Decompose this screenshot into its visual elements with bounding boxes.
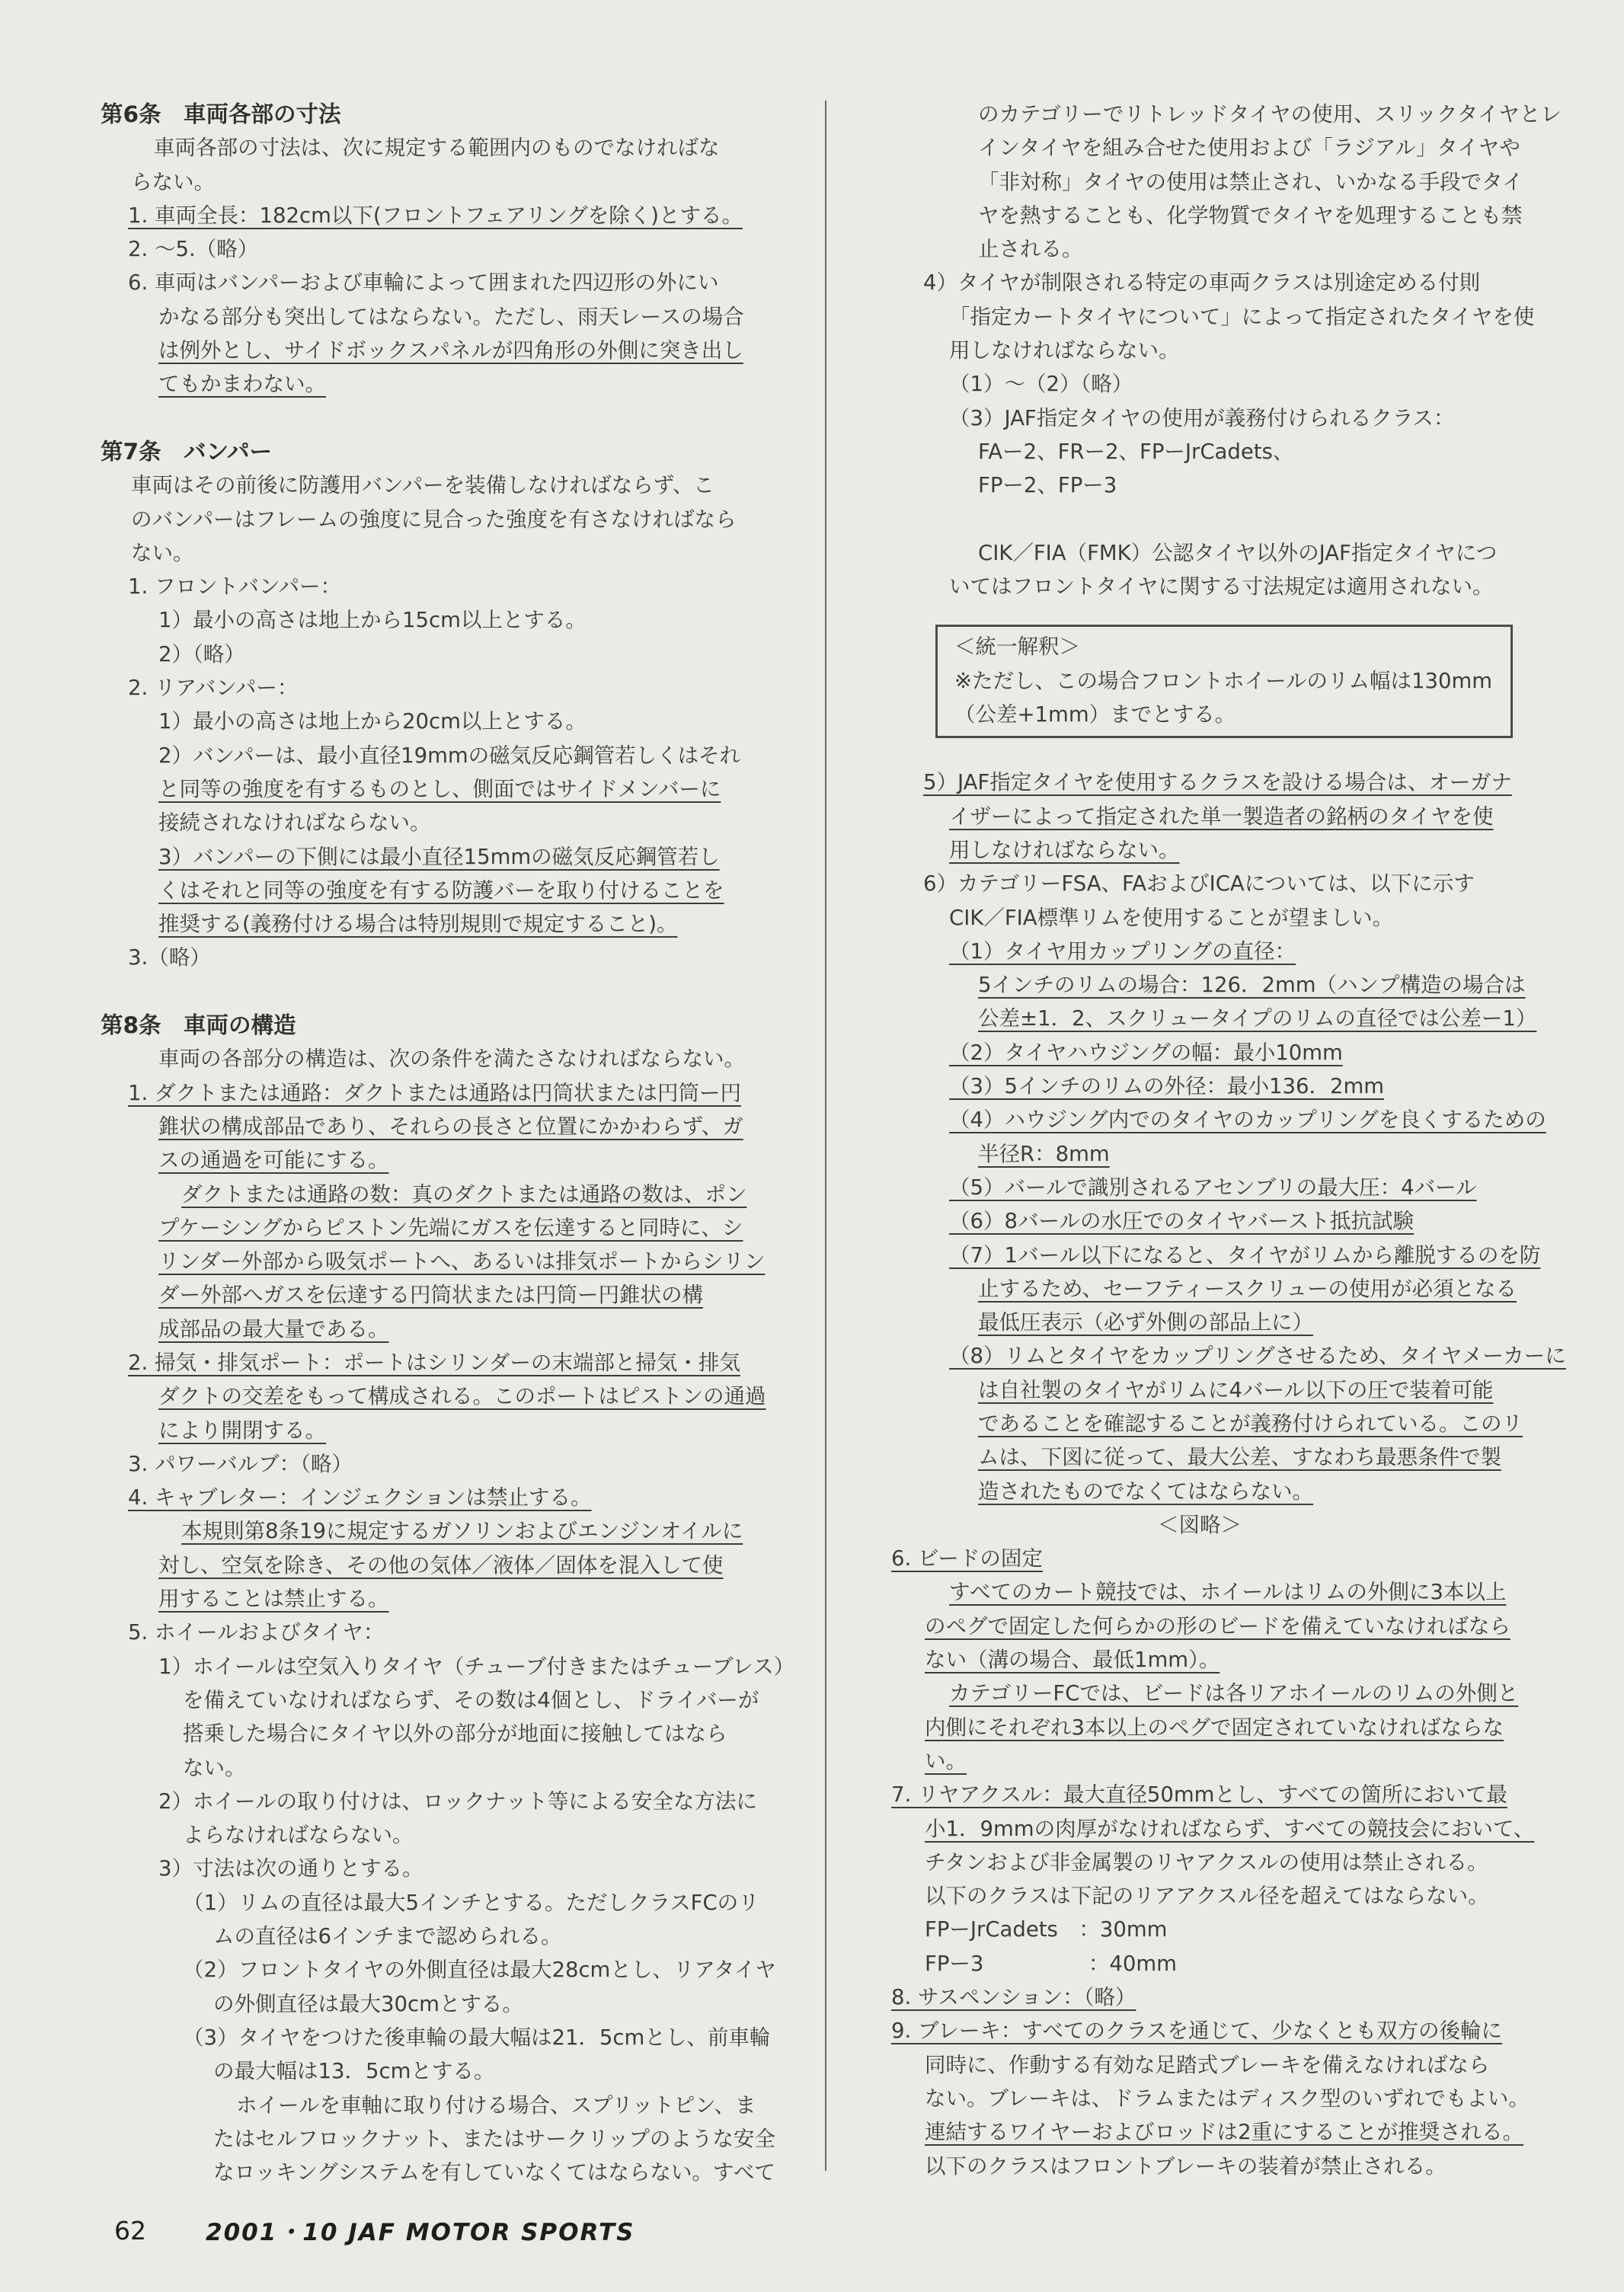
line-text: 第6条 車両各部の寸法 [101, 101, 341, 127]
line-text: （5）バールで識別されるアセンブリの最大圧：4バール [949, 1175, 1477, 1200]
text-line [891, 935, 1536, 968]
line-text: 4）タイヤが制限される特定の車両クラスは別途定める付則 [923, 270, 1481, 296]
line-text: 最低圧表示（必ず外側の部品上に） [978, 1310, 1313, 1335]
line-text: FPーJrCadets ：30mm [925, 1917, 1168, 1942]
text-line [101, 468, 772, 502]
line-text: 車両はその前後に防護用バンパーを装備しなければならず、こ [131, 473, 714, 498]
line-text: 5. ホイールおよびタイヤ： [128, 1620, 385, 1645]
text-line [101, 1211, 772, 1245]
text-line [101, 1650, 795, 1683]
text-line [101, 1987, 772, 2021]
text-line [101, 671, 772, 705]
text-line [101, 2054, 772, 2088]
text-line [101, 1953, 776, 1987]
line-text: なロッキングシステムを有していなくてはならない。すべて [213, 2160, 775, 2185]
line-text: （7）1バール以下になると、タイヤがリムから離脱するのを防 [949, 1242, 1541, 1267]
text-line [101, 1447, 772, 1481]
line-text: （3）JAF指定タイヤの使用が義務付けられるクラス： [949, 405, 1455, 430]
text-line [101, 874, 772, 907]
text-line [101, 1785, 772, 1818]
line-text: （1）タイヤ用カップリングの直径： [949, 938, 1296, 964]
line-text: （2）フロントタイヤの外側直径は最大28cmとし、リアタイヤ [183, 1958, 776, 1983]
line-text: 「非対称」タイヤの使用は禁止され、いかなる手段でタイ [978, 169, 1523, 194]
text-line [891, 97, 1562, 131]
line-text: 1）ホイールは空気入りタイヤ（チューブ付きまたはチューブレス） [158, 1654, 795, 1679]
line-text: （8）リムとタイヤをカップリングさせるため、タイヤメーカーに [949, 1344, 1566, 1369]
line-text: は自社製のタイヤがリムに4バール以下の圧で装着可能 [978, 1377, 1494, 1402]
line-text: らない。 [131, 169, 215, 194]
line-text: 1. 車両全長：182cm以下(フロントフェアリングを除く)とする。 [128, 203, 743, 228]
line-text: 1）最小の高さは地上から20cm以上とする。 [158, 709, 587, 734]
line-text: 第8条 車両の構造 [101, 1012, 296, 1039]
line-text: 止される。 [978, 237, 1083, 262]
line-text: 2）ホイールの取り付けは、ロックナット等による安全な方法に [158, 1789, 757, 1814]
line-text: （1）～（2）（略） [949, 372, 1133, 397]
line-text: ダクトまたは通路の数：真のダクトまたは通路の数は、ポン [181, 1181, 747, 1207]
line-text: （3）タイヤをつけた後車輪の最大幅は21．5cmとし、前車輪 [183, 2025, 771, 2050]
line-text: 錐状の構成部品であり、それらの長さと位置にかかわらず、ガ [158, 1114, 743, 1139]
text-line [891, 1980, 1536, 2014]
text-line [891, 2115, 1536, 2149]
text-line [101, 1549, 772, 1582]
line-text: の最大幅は13．5cmとする。 [213, 2059, 495, 2084]
line-text: ホイールを車軸に取り付ける場合、スプリットピン、ま [236, 2092, 756, 2118]
text-line [101, 1683, 772, 1717]
text-line [101, 1886, 772, 1920]
text-line [101, 2089, 772, 2122]
text-line [101, 1751, 772, 1785]
text-line [891, 468, 1536, 502]
text-line [891, 1879, 1536, 1913]
line-text: ダクトの交差をもって構成される。このポートはピストンの通過 [158, 1384, 766, 1409]
text-line [101, 2122, 775, 2156]
line-text: 第7条 バンパー [101, 438, 272, 465]
line-text: ダー外部へガスを伝達する円筒状または円筒ー円錐状の構 [158, 1283, 703, 1308]
text-line [891, 1913, 1536, 1946]
text-line [891, 1947, 1536, 1980]
text-line [891, 367, 1536, 401]
line-text: 用しなければならない。 [949, 837, 1180, 862]
line-text: チタンおよび非金属製のリヤアクスルの使用は禁止される。 [925, 1849, 1488, 1875]
text-line [891, 536, 1536, 570]
line-text: であることを確認することが義務付けられている。このリ [978, 1411, 1523, 1436]
text-line [891, 2150, 1536, 2183]
text-line [101, 1076, 772, 1110]
line-text: FPー2、FPー3 [978, 473, 1117, 498]
line-text: ない。 [131, 540, 194, 565]
page-number: 62 [114, 2216, 146, 2246]
text-line [101, 772, 772, 806]
text-line [891, 800, 1536, 833]
line-text: ない。 [183, 1755, 246, 1780]
text-line [101, 1920, 772, 1953]
line-text: 用しなければならない。 [949, 338, 1180, 363]
line-text: 内側にそれぞれ3本以上のペグで固定されていなければならな [925, 1715, 1504, 1740]
line-text: （2）タイヤハウジングの幅：最小10mm [949, 1040, 1343, 1065]
line-text: 4. キャブレター：インジェクションは禁止する。 [128, 1485, 592, 1510]
text-line [891, 1339, 1566, 1373]
line-text: 「指定カートタイヤについて」によって指定されたタイヤを使 [949, 304, 1535, 329]
line-text: 1. フロントバンパー： [128, 574, 342, 599]
line-text: 3. パワーバルブ：（略） [128, 1451, 353, 1476]
line-text: 小1．9mmの肉厚がなければならず、すべての競技会において、 [925, 1816, 1535, 1841]
line-text: ムは、下図に従って、最大公差、すなわち最悪条件で製 [978, 1445, 1501, 1470]
line-text: てもかまわない。 [158, 372, 326, 397]
text-line [101, 806, 772, 839]
line-text: ＜図略＞ [1158, 1512, 1242, 1537]
line-text: 搭乗した場合にタイヤ以外の部分が地面に接触してはなら [183, 1721, 727, 1747]
line-text: よらなければならない。 [183, 1823, 414, 1848]
line-text: 2）（略） [158, 641, 245, 667]
article-heading [101, 1009, 772, 1042]
line-text: 2）バンパーは、最小直径19mmの磁気反応鋼管若しくはそれ [158, 743, 741, 768]
right-column [891, 97, 1566, 2183]
text-line [101, 1481, 772, 1514]
text-line [101, 131, 772, 165]
line-text: と同等の強度を有するものとし、側面ではサイドメンバーに [158, 776, 721, 801]
line-text: 車両各部の寸法は、次に規定する範囲内のものでなければな [154, 136, 720, 161]
text-line [891, 199, 1536, 232]
line-text: スの通過を可能にする。 [158, 1148, 389, 1173]
text-line [101, 1582, 772, 1616]
text-line [891, 2014, 1536, 2047]
text-line [891, 968, 1536, 1002]
text-line [101, 1178, 772, 1211]
text-line [891, 1103, 1546, 1136]
line-text: 2. ～5.（略） [128, 237, 259, 262]
line-text: （3）5インチのリムの外径：最小136．2mm [949, 1074, 1385, 1099]
text-line [101, 199, 772, 232]
left-column [101, 97, 795, 2189]
line-text: 以下のクラスは下記のリアアクスル径を超えてはならない。 [925, 1884, 1489, 1909]
line-text: （1）リムの直径は最大5インチとする。ただしクラスFCのリ [183, 1890, 759, 1915]
line-text: の外側直径は最大30cmとする。 [213, 1991, 523, 2016]
text-line [891, 570, 1536, 603]
line-text: 5インチのリムの場合：126．2mm（ハンプ構造の場合は [978, 973, 1526, 998]
line-text: 推奨する(義務付ける場合は特別規則で規定すること)。 [158, 912, 678, 937]
line-text: ムの直径は6インチまで認められる。 [213, 1924, 562, 1949]
line-text: 1）最小の高さは地上から15cm以上とする。 [158, 608, 587, 633]
interpretation-line: （公差+1mm）までとする。 [954, 702, 1236, 727]
text-line [891, 300, 1536, 334]
line-text: 3）バンパーの下側には最小直径15mmの磁気反応鋼管若し [158, 844, 720, 869]
text-line [891, 266, 1536, 299]
text-line [101, 2021, 772, 2054]
line-text: 止するため、セーフティースクリューの使用が必須となる [978, 1276, 1517, 1301]
line-text: FAー2、FRー2、FPーJrCadets、 [978, 439, 1294, 464]
line-text: 9. ブレーキ：すべてのクラスを通じて、少なくとも双方の後輪に [891, 2019, 1502, 2044]
text-line [891, 1508, 1536, 1542]
text-line [101, 603, 772, 637]
text-line [101, 1312, 772, 1346]
line-text: プケーシングからピストン先端にガスを伝達すると同時に、シ [158, 1215, 743, 1240]
line-text: を備えていなければならず、その数は4個とし、ドライバーが [183, 1687, 759, 1712]
line-text: 公差±1．2、スクリュータイプのリムの直径では公差ー1） [978, 1006, 1537, 1031]
text-line [891, 1744, 1536, 1778]
article-heading [101, 435, 772, 468]
text-line [891, 1137, 1536, 1171]
text-line [891, 232, 1536, 266]
line-text: 連結するワイヤーおよびロッドは2重にすることが推奨される。 [925, 2120, 1524, 2145]
line-text: 3）寸法は次の通りとする。 [158, 1856, 424, 1881]
line-text: ヤを熱することも、化学物質でタイヤを処理することも禁 [978, 203, 1523, 228]
line-text: イザーによって指定された単一製造者の銘柄のタイヤを使 [949, 804, 1494, 829]
article-heading [101, 97, 772, 131]
text-line [891, 2082, 1536, 2115]
line-text: 8. サスペンション：（略） [891, 1985, 1136, 2010]
text-line [891, 1846, 1536, 1879]
text-line [101, 165, 772, 199]
text-line [891, 1643, 1536, 1677]
text-line [891, 1610, 1536, 1643]
text-line [101, 503, 772, 536]
text-line [891, 334, 1536, 367]
text-line [891, 435, 1536, 468]
line-text: くはそれと同等の強度を有する防護バーを取り付けることを [158, 877, 724, 903]
line-text: 6. ビードの固定 [891, 1546, 1043, 1571]
line-text: かなる部分も突出してはならない。ただし、雨天レースの場合 [158, 304, 744, 329]
line-text: 5）JAF指定タイヤを使用するクラスを設ける場合は、オーガナ [923, 770, 1512, 795]
line-text: 対し、空気を除き、その他の気体／液体／固体を混入して使 [158, 1552, 724, 1578]
line-text: インタイヤを組み合せた使用および「ラジアル」タイヤや [978, 136, 1520, 161]
magazine-title: 2001・10 JAF MOTOR SPORTS [206, 2219, 635, 2246]
text-line [891, 1440, 1536, 1474]
text-line [891, 1407, 1536, 1440]
text-line [101, 570, 772, 603]
line-text: リンダー外部から吸気ポートへ、あるいは排気ポートからシリン [158, 1249, 766, 1274]
line-text: は例外とし、サイドボックスパネルが四角形の外側に突き出し [158, 338, 743, 363]
column-divider [825, 101, 826, 2171]
line-text: 6. 車両はバンパーおよび車輪によって囲まれた四辺形の外にい [128, 270, 719, 296]
text-line [891, 1677, 1536, 1710]
line-text: のバンパーはフレームの強度に見合った強度を有さなければなら [131, 507, 737, 532]
line-text: い。 [925, 1748, 967, 1773]
text-line [101, 2156, 775, 2189]
text-line [891, 1002, 1536, 1035]
line-text: 2. 掃気・排気ポート：ポートはシリンダーの末端部と掃気・排気 [128, 1350, 740, 1375]
text-line [891, 1036, 1536, 1069]
text-line [891, 1204, 1536, 1238]
line-text: 用することは禁止する。 [158, 1587, 389, 1612]
text-line [891, 867, 1536, 900]
line-text: 3.（略） [128, 945, 211, 970]
text-line [101, 536, 772, 570]
line-text: 同時に、作動する有効な足踏式ブレーキを備えなければなら [925, 2052, 1490, 2077]
line-text: 1. ダクトまたは通路：ダクトまたは通路は円筒状または円筒ー円 [128, 1080, 741, 1105]
text-line [101, 705, 772, 738]
text-line [101, 638, 772, 671]
text-line [891, 1239, 1541, 1272]
line-text: 本規則第8条19に規定するガソリンおよびエンジンオイルに [181, 1519, 743, 1544]
text-line [891, 2048, 1536, 2082]
text-line [891, 131, 1536, 165]
line-text: すべてのカート競技では、ホイールはリムの外側に3本以上 [949, 1580, 1507, 1605]
text-line [101, 840, 772, 874]
line-text: 6）カテゴリーFSA、FAおよびICAについては、以下に示す [923, 871, 1475, 897]
text-line [101, 1414, 772, 1447]
text-line [101, 1110, 772, 1143]
interpretation-line: ＜統一解釈＞ [954, 635, 1080, 660]
text-line [101, 232, 772, 266]
line-text: （4）ハウジング内でのタイヤのカップリングを良くするための [949, 1108, 1546, 1133]
text-line [101, 1143, 772, 1177]
text-line [891, 1373, 1536, 1407]
text-line [101, 1818, 772, 1852]
text-line [101, 367, 772, 401]
text-line [891, 165, 1536, 199]
text-line [891, 1711, 1536, 1744]
text-line [891, 1778, 1536, 1811]
line-text: 接続されなければならない。 [158, 810, 431, 836]
text-line [101, 300, 772, 334]
text-line [891, 1542, 1536, 1575]
text-line [101, 266, 772, 299]
text-line [101, 1245, 772, 1278]
line-text: FPー3 ：40mm [925, 1951, 1177, 1976]
text-line [891, 1272, 1536, 1306]
line-text: 成部品の最大量である。 [158, 1316, 389, 1341]
text-line [101, 907, 772, 941]
line-text: 2. リアバンパー： [128, 676, 299, 701]
text-line [101, 1042, 772, 1076]
text-line [891, 401, 1536, 435]
line-text: のペグで固定した何らかの形のビードを備えていなければなら [925, 1613, 1511, 1638]
text-line [101, 739, 772, 772]
text-line [891, 1812, 1536, 1846]
line-text: ない。ブレーキは、ドラムまたはディスク型のいずれでもよい。 [925, 2086, 1530, 2111]
text-line [101, 1379, 772, 1413]
line-text: ない（溝の場合、最低1mm）。 [925, 1648, 1220, 1673]
line-text: により開閉する。 [158, 1418, 326, 1443]
line-text: のカテゴリーでリトレッドタイヤの使用、スリックタイヤとレ [978, 102, 1562, 126]
text-line [101, 334, 772, 367]
text-line [891, 766, 1536, 799]
line-text: 車両の各部分の構造は、次の条件を満たさなければならない。 [158, 1047, 745, 1072]
line-text: CIK／FIA（FMK）公認タイヤ以外のJAF指定タイヤにつ [978, 540, 1498, 565]
text-line [891, 1171, 1536, 1204]
line-text: 造されたものでなくてはならない。 [978, 1478, 1313, 1504]
line-text: CIK／FIA標準リムを使用することが望ましい。 [949, 905, 1394, 930]
text-line [891, 1575, 1536, 1609]
text-line [891, 1475, 1536, 1508]
text-line [891, 901, 1536, 935]
text-line [101, 1616, 772, 1649]
text-line [101, 1852, 772, 1885]
text-line [891, 833, 1536, 867]
text-line [101, 1514, 772, 1548]
line-text: 7. リヤアクスル：最大直径50mmとし、すべての箇所において最 [891, 1782, 1507, 1808]
line-text: カテゴリーFCでは、ビードは各リアホイールのリムの外側と [949, 1681, 1519, 1706]
line-text: 以下のクラスはフロントブレーキの装着が禁止される。 [925, 2153, 1447, 2179]
text-line [101, 1346, 772, 1379]
line-text: いてはフロントタイヤに関する寸法規定は適用されない。 [949, 574, 1494, 599]
interpretation-box [935, 625, 1513, 738]
text-line [101, 1278, 772, 1312]
line-text: （6）8バールの水圧でのタイヤバースト抵抗試験 [949, 1209, 1415, 1234]
text-line [101, 941, 772, 974]
line-text: 半径R：8mm [978, 1141, 1110, 1166]
text-line [101, 1717, 772, 1750]
text-line [891, 1069, 1536, 1103]
line-text: たはセルフロックナット、またはサークリップのような安全 [213, 2126, 775, 2151]
interpretation-line: ※ただし、この場合フロントホイールのリム幅は130mm [954, 668, 1493, 693]
text-line [891, 1306, 1536, 1339]
